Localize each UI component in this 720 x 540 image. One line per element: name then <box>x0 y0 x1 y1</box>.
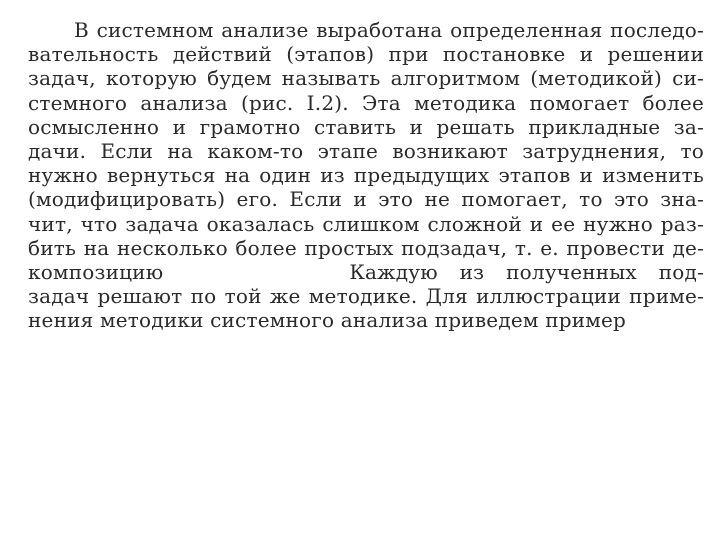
text-line: стемного анализа (рис. I.2). Эта методика помогает более <box>28 90 704 115</box>
text-line: осмысленно и грамотно ставить и решать прикладные за- <box>28 114 704 139</box>
text-line <box>28 260 704 284</box>
text-line: В системном анализе выработана определенная последо- <box>74 18 704 42</box>
text-line: задач, которую будем называть алгоритмом (методикой) си- <box>28 66 704 91</box>
text-line: нения методики системного анализа приведем пример <box>28 308 627 333</box>
body-paragraph <box>28 18 704 332</box>
line-start-word: композицию <box>28 259 164 284</box>
text-line: вательность действий (этапов) при постановке и решении <box>28 42 704 67</box>
text-line: задач решают по той же методике. Для иллюстрации приме- <box>28 284 704 309</box>
text-line: чит, что задача оказалась слишком сложной и ее нужно раз- <box>28 211 704 236</box>
line-end-text: Каждую из полученных под- <box>349 259 704 284</box>
text-line: бить на несколько более простых подзадач, т. е. провести де- <box>28 235 704 260</box>
text-line: нужно вернуться на один из предыдущих этапов и изменить <box>28 163 704 188</box>
text-line: дачи. Если на каком-то этапе возникают затруднения, то <box>28 138 704 163</box>
text-line: (модифицировать) его. Если и это не помогает, то это зна- <box>28 187 704 212</box>
